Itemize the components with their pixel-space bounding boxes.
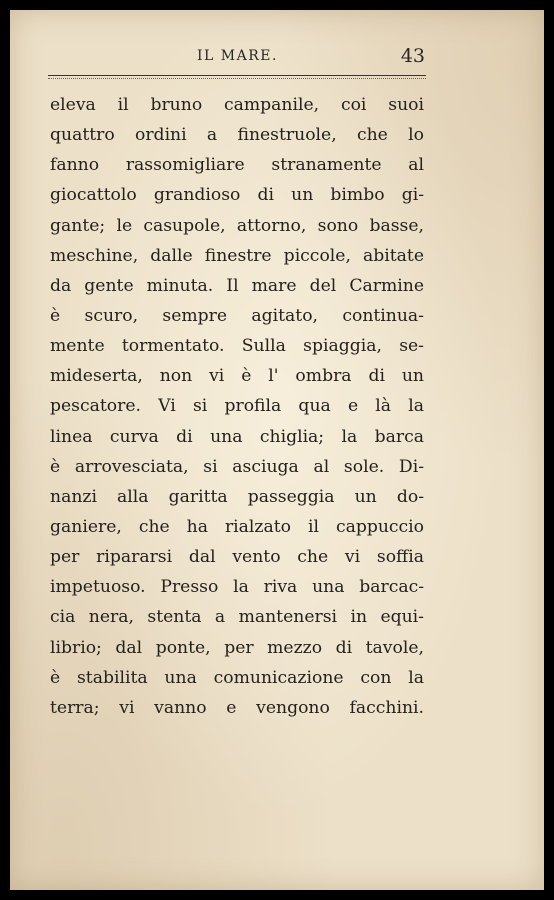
running-title: IL MARE. [197,48,278,64]
text-line: eleva il bruno campanile, coi suoi [50,95,424,115]
text-line: linea curva di una chiglia; la barca [50,426,424,447]
text-line: mideserta, non vi è l' ombra di un [50,366,424,387]
text-line: per ripararsi dal vento che vi soffia [50,547,424,568]
text-line: è arrovesciata, si asciuga al sole. Di- [50,456,424,477]
text-line: è scuro, sempre agitato, continua- [50,305,424,326]
page-header [50,46,425,70]
text-line: giocattolo grandioso di un bimbo gi- [50,185,424,206]
text-line: impetuoso. Presso la riva una barcac- [50,577,424,598]
page-number: 43 [400,45,425,67]
text-line: terra; vi vanno e vengono facchini. [50,697,424,718]
text-line: è stabilita una comunicazione con la [50,667,424,688]
body-text [50,90,424,723]
text-line: ganiere, che ha rialzato il cappuccio [50,516,424,537]
text-line: meschine, dalle finestre piccole, abitate [50,245,424,266]
text-line: da gente minuta. Il mare del Carmine [50,275,424,296]
text-line: pescatore. Vi si profila qua e là la [50,396,424,417]
text-line: mente tormentato. Sulla spiaggia, se- [50,336,424,357]
text-line: nanzi alla garitta passeggia un do- [50,486,424,507]
text-line: gante; le casupole, attorno, sono basse, [50,215,424,236]
header-rule [48,75,426,76]
book-page [10,10,544,890]
text-line: librio; dal ponte, per mezzo di tavole, [50,637,424,658]
text-line: fanno rassomigliare stranamente al [50,155,424,176]
text-line: cia nera, stenta a mantenersi in equi- [50,607,424,628]
text-line: quattro ordini a finestruole, che lo [50,125,424,146]
